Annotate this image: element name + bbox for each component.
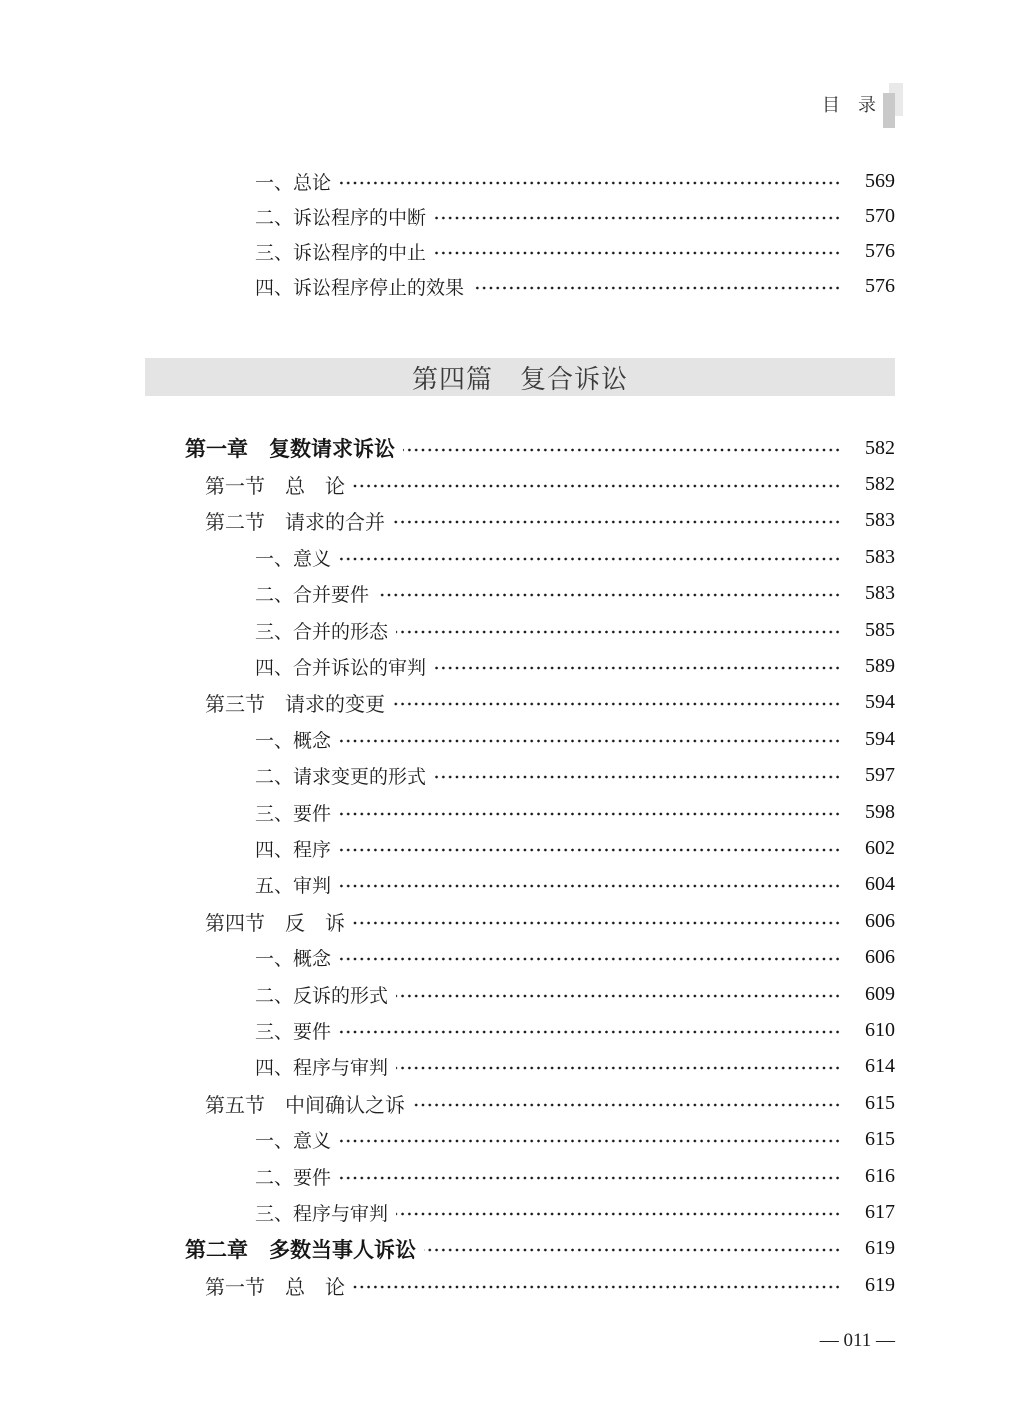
dot-leader bbox=[434, 250, 841, 256]
toc-entry-label: 第一章 复数请求诉讼 bbox=[185, 438, 395, 462]
running-head-title: 目 录 bbox=[822, 95, 876, 115]
toc-entry-label: 三、要件 bbox=[255, 803, 332, 825]
folio-page-number: — 011 — bbox=[819, 1330, 895, 1351]
toc-entry-label: 四、合并诉讼的审判 bbox=[255, 658, 427, 680]
dot-leader bbox=[413, 1102, 841, 1108]
toc-entry bbox=[145, 721, 895, 757]
toc-entry-page: 615 bbox=[865, 1128, 895, 1151]
toc-entry-page: 617 bbox=[865, 1200, 895, 1223]
dot-leader bbox=[396, 1065, 841, 1071]
toc-entry-page: 615 bbox=[865, 1091, 895, 1114]
dot-leader bbox=[434, 215, 841, 221]
toc-block-top bbox=[145, 164, 895, 304]
dot-leader bbox=[353, 483, 841, 489]
toc-entry-page: 583 bbox=[865, 509, 895, 532]
toc-entry-label: 一、意义 bbox=[255, 548, 332, 570]
toc-entry-page: 597 bbox=[865, 764, 895, 787]
toc-entry-label: 五、审判 bbox=[255, 876, 332, 898]
part-banner: 第四篇 复合诉讼 bbox=[145, 358, 895, 396]
dot-leader bbox=[353, 920, 841, 926]
toc-entry-label: 一、意义 bbox=[255, 1131, 332, 1153]
toc-entry-page: 594 bbox=[865, 727, 895, 750]
toc-entry-label: 二、反诉的形式 bbox=[255, 985, 389, 1007]
toc-entry-label: 第一节 总 论 bbox=[205, 476, 345, 499]
dot-leader bbox=[434, 665, 841, 671]
toc-entry-label: 二、诉讼程序的中断 bbox=[255, 208, 427, 229]
toc-entry bbox=[145, 903, 895, 939]
toc-entry bbox=[145, 1121, 895, 1157]
toc-entry-page: 616 bbox=[865, 1164, 895, 1187]
toc-entry-label: 四、程序 bbox=[255, 839, 332, 861]
toc-entry-page: 583 bbox=[865, 582, 895, 605]
toc-entry bbox=[145, 976, 895, 1012]
dot-leader bbox=[339, 180, 841, 186]
dot-leader bbox=[424, 1247, 841, 1253]
toc-entry-label: 三、合并的形态 bbox=[255, 621, 389, 643]
toc-entry-label: 三、程序与审判 bbox=[255, 1203, 389, 1225]
toc-entry-page: 583 bbox=[865, 545, 895, 568]
toc-entry-page: 582 bbox=[865, 473, 895, 496]
dot-leader bbox=[377, 592, 841, 598]
toc-entry-page: 609 bbox=[865, 982, 895, 1005]
dot-leader bbox=[396, 629, 841, 635]
dot-leader bbox=[396, 993, 841, 999]
toc-entry bbox=[145, 1049, 895, 1085]
toc-entry-page: 610 bbox=[865, 1018, 895, 1041]
toc-entry-page: 604 bbox=[865, 873, 895, 896]
dot-leader bbox=[434, 774, 841, 780]
toc-entry bbox=[145, 648, 895, 684]
toc-entry-label: 三、要件 bbox=[255, 1021, 332, 1043]
toc-entry bbox=[145, 1085, 895, 1121]
toc-entry-page: 594 bbox=[865, 691, 895, 714]
toc-entry-page: 602 bbox=[865, 836, 895, 859]
toc-entry bbox=[145, 539, 895, 575]
dot-leader bbox=[339, 847, 841, 853]
toc-entry-page: 576 bbox=[865, 240, 895, 262]
toc-entry-label: 第三节 请求的变更 bbox=[205, 694, 385, 717]
toc-entry-label: 二、请求变更的形式 bbox=[255, 767, 427, 789]
dot-leader bbox=[339, 738, 841, 744]
toc-entry-page: 606 bbox=[865, 909, 895, 932]
toc-entry-label: 二、要件 bbox=[255, 1167, 332, 1189]
toc-entry-label: 第四节 反 诉 bbox=[205, 912, 345, 935]
toc-entry-label: 第二章 多数当事人诉讼 bbox=[185, 1238, 416, 1262]
toc-entry-label: 第二节 请求的合并 bbox=[205, 512, 385, 535]
toc-entry-label: 四、诉讼程序停止的效果 bbox=[255, 278, 465, 299]
dot-leader bbox=[339, 556, 841, 562]
toc-entry-label: 第一节 总 论 bbox=[205, 1276, 345, 1299]
toc-entry bbox=[145, 234, 895, 269]
toc-entry-page: 570 bbox=[865, 205, 895, 227]
dot-leader bbox=[393, 519, 841, 525]
toc-entry bbox=[145, 612, 895, 648]
header-accent-bar-front bbox=[883, 93, 895, 128]
toc-entry bbox=[145, 1012, 895, 1048]
dot-leader bbox=[339, 956, 841, 962]
toc-entry bbox=[145, 164, 895, 199]
toc-entry-label: 四、程序与审判 bbox=[255, 1058, 389, 1080]
toc-entry-page: 606 bbox=[865, 946, 895, 969]
toc-entry-label: 一、概念 bbox=[255, 730, 332, 752]
toc-entry-label: 一、概念 bbox=[255, 949, 332, 971]
dot-leader bbox=[339, 1138, 841, 1144]
toc-entry bbox=[145, 576, 895, 612]
dot-leader bbox=[339, 883, 841, 889]
toc-entry bbox=[145, 503, 895, 539]
toc-entry bbox=[145, 685, 895, 721]
toc-entry bbox=[145, 758, 895, 794]
toc-entry-page: 598 bbox=[865, 800, 895, 823]
toc-entry-page: 582 bbox=[865, 436, 895, 459]
toc-entry bbox=[145, 1231, 895, 1267]
toc-entry-page: 569 bbox=[865, 170, 895, 192]
dot-leader bbox=[403, 447, 841, 453]
toc-block-main bbox=[145, 430, 895, 1303]
toc-entry-page: 576 bbox=[865, 275, 895, 297]
toc-entry bbox=[145, 939, 895, 975]
dot-leader bbox=[353, 1284, 841, 1290]
toc-entry bbox=[145, 430, 895, 466]
toc-entry-page: 589 bbox=[865, 655, 895, 678]
toc-entry-page: 619 bbox=[865, 1273, 895, 1296]
dot-leader bbox=[339, 811, 841, 817]
toc-entry bbox=[145, 867, 895, 903]
toc-entry-page: 614 bbox=[865, 1055, 895, 1078]
toc-entry bbox=[145, 830, 895, 866]
toc-entry bbox=[145, 1158, 895, 1194]
toc-entry bbox=[145, 794, 895, 830]
dot-leader bbox=[393, 701, 841, 707]
toc-entry bbox=[145, 199, 895, 234]
toc-entry-label: 第五节 中间确认之诉 bbox=[205, 1094, 405, 1117]
toc-entry-page: 585 bbox=[865, 618, 895, 641]
toc-entry-label: 三、诉讼程序的中止 bbox=[255, 243, 427, 264]
dot-leader bbox=[472, 285, 841, 291]
toc-entry bbox=[145, 466, 895, 502]
dot-leader bbox=[339, 1175, 841, 1181]
toc-entry-label: 一、总论 bbox=[255, 173, 332, 194]
toc-entry-page: 619 bbox=[865, 1237, 895, 1260]
toc-entry bbox=[145, 1194, 895, 1230]
toc-entry bbox=[145, 269, 895, 304]
toc-entry-label: 二、合并要件 bbox=[255, 585, 370, 607]
dot-leader bbox=[396, 1211, 841, 1217]
dot-leader bbox=[339, 1029, 841, 1035]
toc-entry bbox=[145, 1267, 895, 1303]
